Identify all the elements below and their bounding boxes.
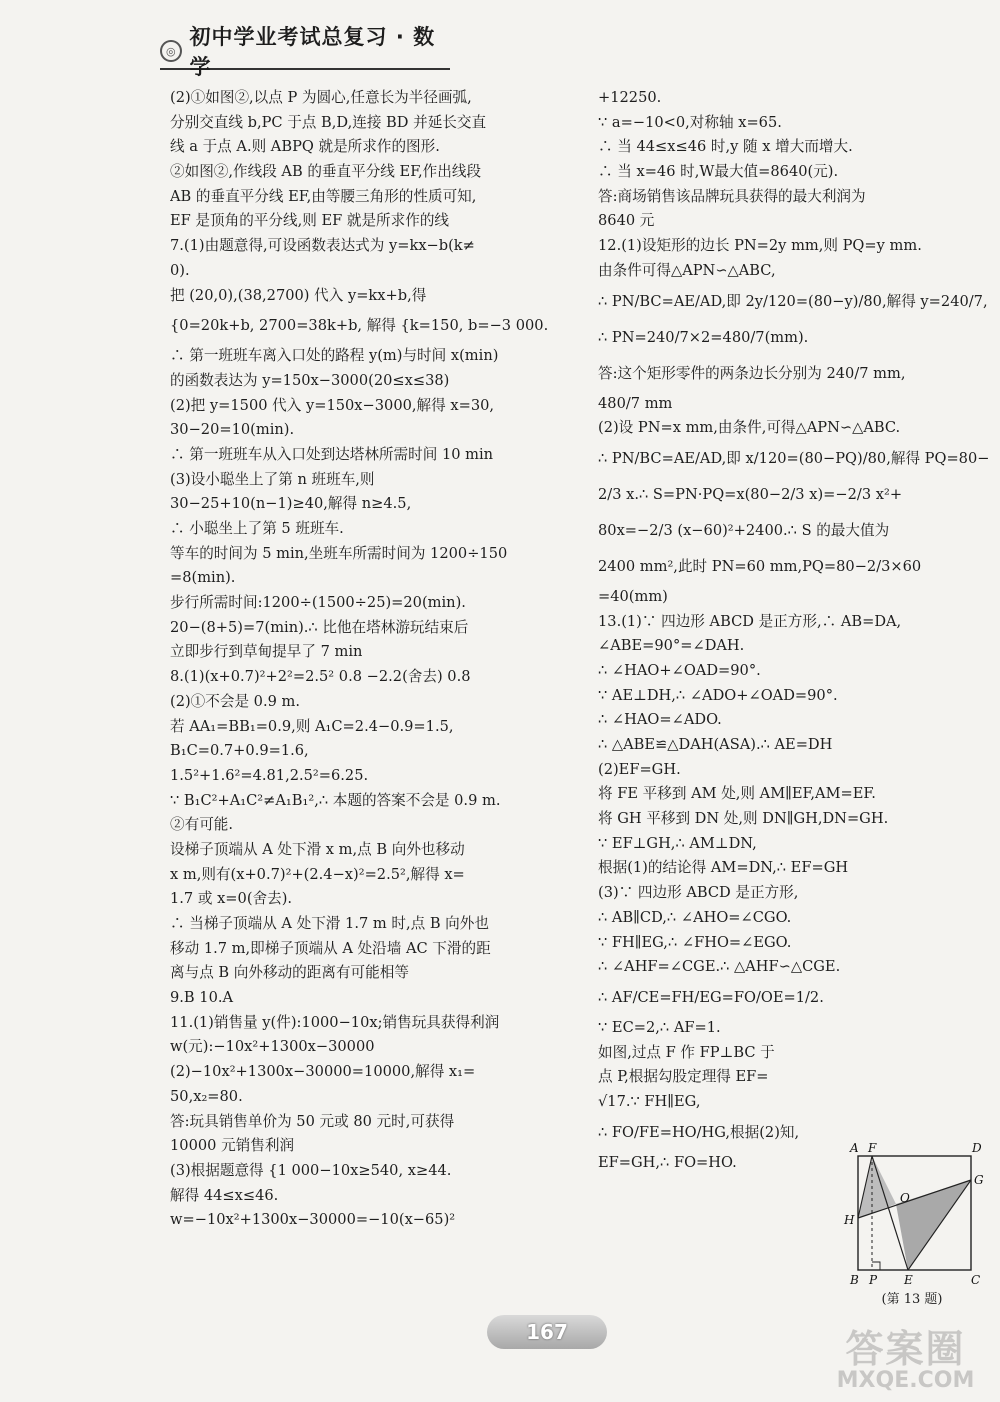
text-line: 8.(1)(x+0.7)²+2²=2.5² 0.8 −2.2(舍去) 0.8	[170, 668, 471, 686]
text-line: ∴ 当 44≤x≤46 时,y 随 x 增大而增大.	[598, 138, 853, 156]
text-line: ∴ 当梯子顶端从 A 处下滑 1.7 m 时,点 B 向外也	[170, 915, 489, 932]
text-line: 10000 元销售利润	[170, 1137, 295, 1155]
text-line: ∴ ∠HAO+∠OAD=90°.	[598, 661, 761, 679]
text-line: 30−25+10(n−1)≥40,解得 n≥4.5,	[170, 495, 412, 513]
label-c: C	[971, 1273, 981, 1287]
text-line: ∵ a=−10<0,对称轴 x=65.	[598, 113, 782, 131]
right-angle-mark	[872, 1262, 880, 1270]
text-line: 480/7 mm	[598, 394, 673, 412]
text-line: (3)∵ 四边形 ABCD 是正方形,	[598, 884, 799, 902]
left-column	[170, 86, 590, 1233]
label-p: P	[869, 1273, 878, 1287]
text-line: (2)把 y=1500 代入 y=150x−3000,解得 x=30,	[170, 396, 495, 414]
text-line: {0=20k+b, 2700=38k+b, 解得 {k=150, b=−3 000.	[170, 317, 549, 335]
text-line: 答:这个矩形零件的两条边长分别为 240/7 mm,	[598, 364, 906, 382]
triangle-ahf-shade	[858, 1156, 896, 1218]
text-line: ∵ EC=2,∴ AF=1.	[598, 1018, 721, 1036]
text-line: 若 AA₁=BB₁=0.9,则 A₁C=2.4−0.9=1.5,	[170, 717, 454, 735]
running-header	[160, 25, 450, 79]
text-line: ∴ PN/BC=AE/AD,即 2y/120=(80−y)/80,解得 y=240/7,	[598, 292, 988, 310]
text-line: 立即步行到草甸提早了 7 min	[170, 643, 363, 661]
text-line: (2)①不会是 0.9 m.	[170, 692, 301, 710]
text-line: 2400 mm²,此时 PN=60 mm,PQ=80−2/3×60	[598, 557, 922, 575]
text-line: ∴ 第一班班车从入口处到达塔林所需时间 10 min	[170, 445, 494, 463]
text-line: ∴ FO/FE=HO/HG,根据(2)知,	[598, 1123, 800, 1141]
text-line: w=−10x²+1300x−30000=−10(x−65)²	[170, 1211, 456, 1229]
text-line: (2)①如图②,以点 P 为圆心,任意长为半径画弧,	[170, 89, 472, 106]
text-line: 20−(8+5)=7(min).∴ 比他在塔林游玩结束后	[170, 618, 469, 636]
text-line: ∴ 小聪坐上了第 5 班班车.	[170, 520, 344, 537]
label-b: B	[850, 1273, 859, 1287]
label-e: E	[904, 1273, 913, 1287]
text-line: (3)设小聪坐上了第 n 班班车,则	[170, 470, 375, 488]
text-line: ∵ B₁C²+A₁C²≠A₁B₁²,∴ 本题的答案不会是 0.9 m.	[170, 791, 501, 809]
text-line: 2/3 x.∴ S=PN·PQ=x(80−2/3 x)=−2/3 x²+	[598, 485, 903, 503]
book-logo-icon: ◎	[160, 40, 182, 62]
geometry-diagram	[838, 1138, 986, 1288]
text-line: ∴ △ABE≌△DAH(ASA).∴ AE=DH	[598, 736, 833, 753]
watermark-main: 答案圈	[845, 1327, 966, 1371]
text-line: ∠ABE=90°=∠DAH.	[598, 637, 745, 655]
text-line: ∵ EF⊥GH,∴ AM⊥DN,	[598, 834, 757, 852]
text-line: +12250.	[598, 89, 662, 106]
text-line: 1.7 或 x=0(舍去).	[170, 890, 293, 908]
text-line: ∴ 当 x=46 时,W最大值=8640(元).	[598, 163, 839, 181]
text-line: (2)设 PN=x mm,由条件,可得△APN∽△ABC.	[598, 419, 901, 437]
text-line: 由条件可得△APN∽△ABC,	[598, 261, 776, 279]
right-column	[598, 86, 993, 1175]
text-line: 把 (20,0),(38,2700) 代入 y=kx+b,得	[170, 286, 427, 304]
text-line: ∴ PN=240/7×2=480/7(mm).	[598, 328, 809, 346]
text-line: 将 FE 平移到 AM 处,则 AM∥EF,AM=EF.	[598, 785, 876, 803]
text-line: 如图,过点 F 作 FP⊥BC 于	[598, 1043, 775, 1061]
site-watermark	[818, 1318, 993, 1398]
text-line: 等车的时间为 5 min,坐班车所需时间为 1200÷150	[170, 544, 508, 562]
text-line: 12.(1)设矩形的边长 PN=2y mm,则 PQ=y mm.	[598, 237, 922, 255]
text-line: 9.B 10.A	[170, 989, 234, 1007]
text-line: 8640 元	[598, 212, 655, 230]
text-line: 0).	[170, 261, 190, 279]
text-line: 50,x₂=80.	[170, 1087, 243, 1105]
text-line: 答:商场销售该品牌玩具获得的最大利润为	[598, 187, 866, 205]
text-line: 线 a 于点 A.则 ABPQ 就是所求作的图形.	[170, 138, 440, 156]
text-line: 将 GH 平移到 DN 处,则 DN∥GH,DN=GH.	[598, 810, 889, 828]
text-line: 7.(1)由题意得,可设函数表达式为 y=kx−b(k≠	[170, 237, 475, 255]
label-a: A	[850, 1141, 859, 1155]
text-line: ∴ 第一班班车离入口处的路程 y(m)与时间 x(min)	[170, 347, 499, 365]
label-g: G	[974, 1173, 984, 1187]
page-number: 167	[487, 1315, 607, 1349]
text-line: (2)EF=GH.	[598, 760, 681, 778]
text-line: 13.(1)∵ 四边形 ABCD 是正方形,∴ AB=DA,	[598, 612, 902, 630]
text-line: 30−20=10(min).	[170, 421, 295, 439]
text-line: 80x=−2/3 (x−60)²+2400.∴ S 的最大值为	[598, 521, 890, 539]
figure-13	[838, 1138, 986, 1308]
label-h: H	[844, 1213, 855, 1227]
text-line: 步行所需时间:1200÷(1500÷25)=20(min).	[170, 594, 466, 612]
text-line: ∴ PN/BC=AE/AD,即 x/120=(80−PQ)/80,解得 PQ=80−	[598, 449, 990, 467]
text-line: =40(mm)	[598, 587, 668, 605]
label-f: F	[868, 1141, 877, 1155]
text-line: ②有可能.	[170, 816, 234, 834]
text-line: AB 的垂直平分线 EF,由等腰三角形的性质可知,	[170, 187, 477, 205]
text-line: 分别交直线 b,PC 于点 B,D,连接 BD 并延长交直	[170, 113, 487, 131]
text-line: 的函数表达为 y=150x−3000(20≤x≤38)	[170, 371, 450, 389]
text-line: 根据(1)的结论得 AM=DN,∴ EF=GH	[598, 859, 849, 877]
text-line: w(元):−10x²+1300x−30000	[170, 1038, 375, 1056]
text-line: EF 是顶角的平分线,则 EF 就是所求作的线	[170, 212, 450, 230]
watermark-sub: MXQE.COM	[836, 1368, 975, 1393]
text-line: B₁C=0.7+0.9=1.6,	[170, 742, 309, 760]
text-line: (2)−10x²+1300x−30000=10000,解得 x₁=	[170, 1063, 476, 1081]
text-line: ∴ ∠HAO=∠ADO.	[598, 711, 722, 729]
text-line: √17.∵ FH∥EG,	[598, 1092, 701, 1110]
text-line: ∵ FH∥EG,∴ ∠FHO=∠EGO.	[598, 933, 792, 951]
text-line: 11.(1)销售量 y(件):1000−10x;销售玩具获得利润	[170, 1013, 500, 1031]
text-line: 离与点 B 向外移动的距离有可能相等	[170, 964, 409, 982]
text-line: 1.5²+1.6²=4.81,2.5²=6.25.	[170, 766, 369, 784]
text-line: 设梯子顶端从 A 处下滑 x m,点 B 向外也移动	[170, 840, 465, 858]
text-line: ∴ AB∥CD,∴ ∠AHO=∠CGO.	[598, 908, 792, 926]
text-line: 移动 1.7 m,即梯子顶端从 A 处沿墙 AC 下滑的距	[170, 939, 491, 957]
text-line: ②如图②,作线段 AB 的垂直平分线 EF,作出线段	[170, 163, 482, 181]
text-line: EF=GH,∴ FO=HO.	[598, 1153, 737, 1171]
label-o: O	[900, 1191, 910, 1205]
text-line: 解得 44≤x≤46.	[170, 1186, 279, 1204]
text-line: =8(min).	[170, 569, 236, 587]
text-line: ∴ AF/CE=FH/EG=FO/OE=1/2.	[598, 988, 824, 1006]
figure-caption: (第 13 题)	[881, 1292, 943, 1307]
label-d: D	[972, 1141, 982, 1155]
text-line: 点 P,根据勾股定理得 EF=	[598, 1068, 769, 1086]
text-line: x m,则有(x+0.7)²+(2.4−x)²=2.5²,解得 x=	[170, 865, 465, 883]
text-line: ∵ AE⊥DH,∴ ∠ADO+∠OAD=90°.	[598, 686, 838, 704]
text-line: ∴ ∠AHF=∠CGE.∴ △AHF∽△CGE.	[598, 958, 841, 976]
text-line: (3)根据题意得 {1 000−10x≥540, x≥44.	[170, 1161, 452, 1179]
header-title: 初中学业考试总复习 · 数学	[189, 25, 436, 79]
text-line: 答:玩具销售单价为 50 元或 80 元时,可获得	[170, 1112, 455, 1130]
